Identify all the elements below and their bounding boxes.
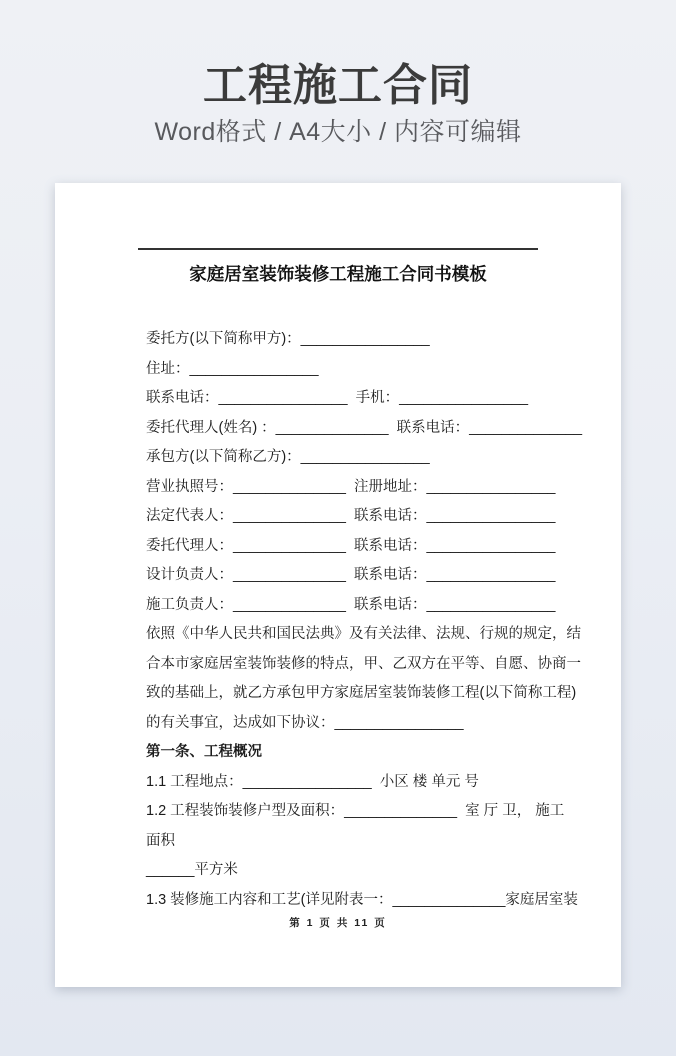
doc-line: 委托方(以下简称甲方)：________________ [146,331,430,347]
doc-line: 合本市家庭居室装饰装修的特点，甲、乙双方在平等、自愿、协商一 [146,655,581,672]
doc-line: 1.3 装修施工内容和工艺(详见附表一：______________家庭居室装 [146,891,578,908]
doc-line: 住址：________________ [146,360,319,377]
page-subtitle: Word格式 / A4大小 / 内容可编辑 [154,118,522,146]
doc-line: 1.2 工程装饰装修户型及面积：______________ 室 厅 卫， 施工 [146,803,565,819]
doc-line: 承包方(以下简称乙方)：________________ [146,449,430,465]
document-body [55,325,621,915]
doc-line: 委托代理人：______________ 联系电话：________________ [146,537,556,554]
doc-line: 法定代表人：______________ 联系电话：________________ [146,508,556,524]
divider-line [138,248,538,250]
doc-line: 营业执照号：______________ 注册地址：________________ [146,478,556,495]
doc-line: 的有关事宜，达成如下协议：________________ [146,714,464,731]
document-preview-page [55,183,621,987]
doc-line: ______平方米 [146,862,238,878]
doc-line: 设计负责人：______________ 联系电话：________________ [146,567,556,583]
doc-line: 施工负责人：______________ 联系电话：________________ [146,596,556,613]
doc-line: 第一条、工程概况 [146,744,262,760]
doc-line: 委托代理人(姓名) ：______________ 联系电话：______________ [146,419,583,436]
document-title: 家庭居室装饰装修工程施工合同书模板 [189,264,487,284]
doc-line: 依照《中华人民共和国民法典》及有关法律、法规、行规的规定，结 [146,626,581,642]
doc-line: 致的基础上，就乙方承包甲方家庭居室装饰装修工程(以下简称工程) [146,685,577,701]
doc-line: 面积 [146,832,175,849]
doc-line: 1.1 工程地点：________________ 小区 楼 单元 号 [146,773,479,790]
page-title: 工程施工合同 [203,61,473,110]
page-number-footer: 第 1 页 共 11 页 [289,917,387,929]
hero-banner [0,0,676,183]
doc-line: 联系电话：________________ 手机：________________ [146,390,529,406]
